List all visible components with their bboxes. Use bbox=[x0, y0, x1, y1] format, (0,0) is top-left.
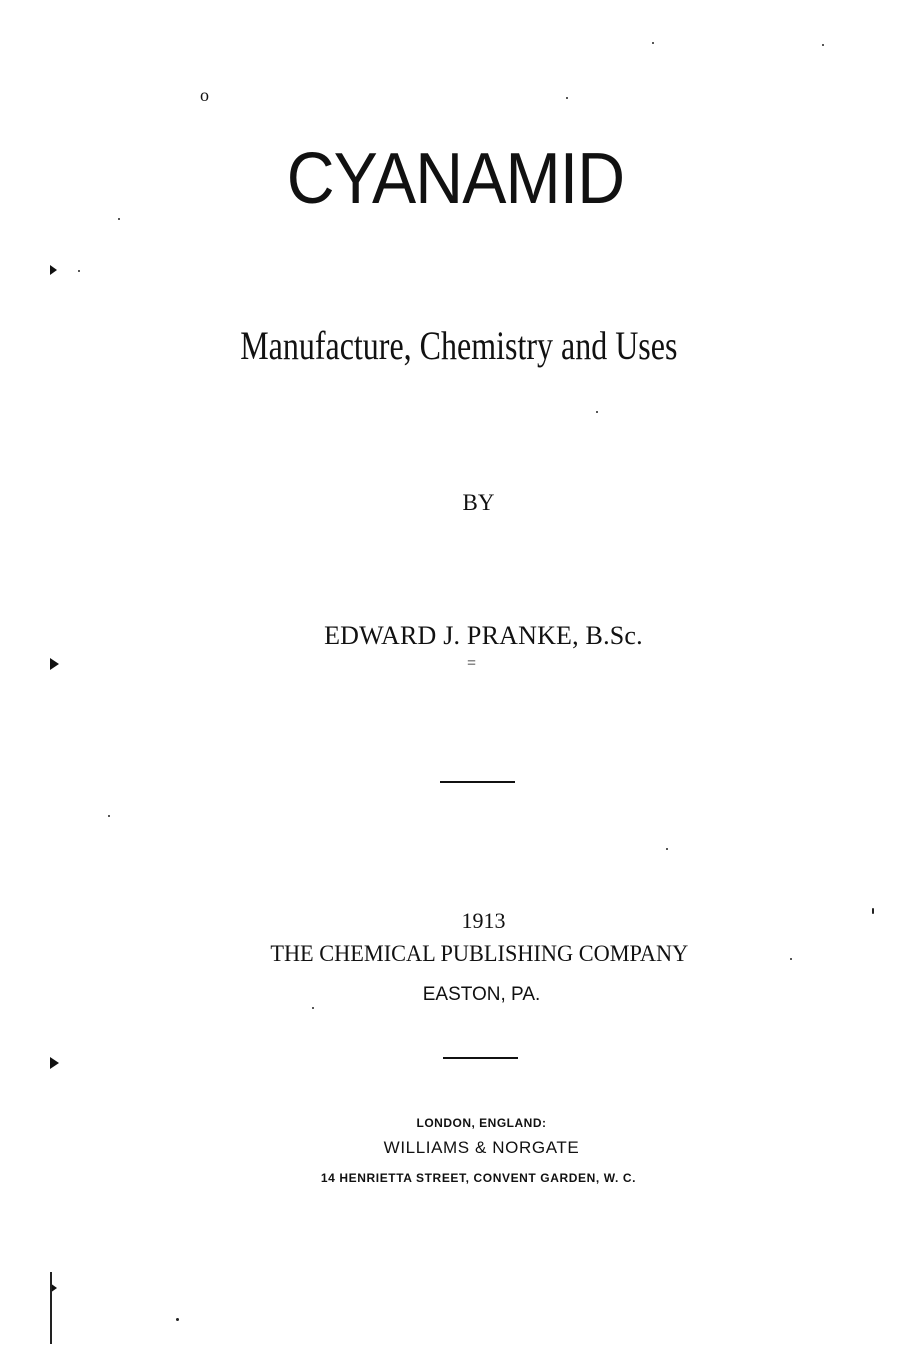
book-title: CYANAMID bbox=[286, 139, 625, 219]
scan-speck bbox=[118, 218, 120, 220]
agent-location: LONDON, ENGLAND: bbox=[416, 1116, 547, 1130]
scan-speck bbox=[822, 44, 824, 46]
author-name: EDWARD J. PRANKE, B.Sc. bbox=[324, 621, 643, 650]
scan-speck bbox=[176, 1318, 179, 1321]
binding-mark bbox=[50, 1057, 59, 1069]
scan-speck bbox=[78, 270, 80, 272]
binding-edge-line bbox=[50, 1272, 52, 1344]
scan-speck bbox=[312, 1007, 314, 1009]
book-subtitle: Manufacture, Chemistry and Uses bbox=[240, 323, 678, 368]
scan-speck bbox=[596, 411, 598, 413]
publisher-city: EASTON, PA. bbox=[422, 984, 541, 1005]
scan-mark: o bbox=[200, 85, 209, 105]
scan-speck bbox=[790, 958, 792, 960]
scan-speck bbox=[566, 97, 568, 99]
binding-mark bbox=[50, 658, 59, 670]
scan-speck bbox=[652, 42, 654, 44]
scan-speck bbox=[666, 848, 668, 850]
agent-name: WILLIAMS & NORGATE bbox=[383, 1138, 580, 1157]
publisher-name: THE CHEMICAL PUBLISHING COMPANY bbox=[270, 941, 689, 966]
binding-mark bbox=[50, 265, 57, 275]
by-line: BY bbox=[462, 490, 495, 515]
divider-rule bbox=[443, 1057, 518, 1059]
agent-address: 14 HENRIETTA STREET, CONVENT GARDEN, W. C. bbox=[320, 1171, 637, 1185]
scan-speck bbox=[872, 908, 874, 914]
divider-rule bbox=[440, 781, 515, 783]
scan-mark: = bbox=[467, 655, 477, 672]
publication-year: 1913 bbox=[461, 908, 506, 933]
scan-speck bbox=[108, 815, 110, 817]
